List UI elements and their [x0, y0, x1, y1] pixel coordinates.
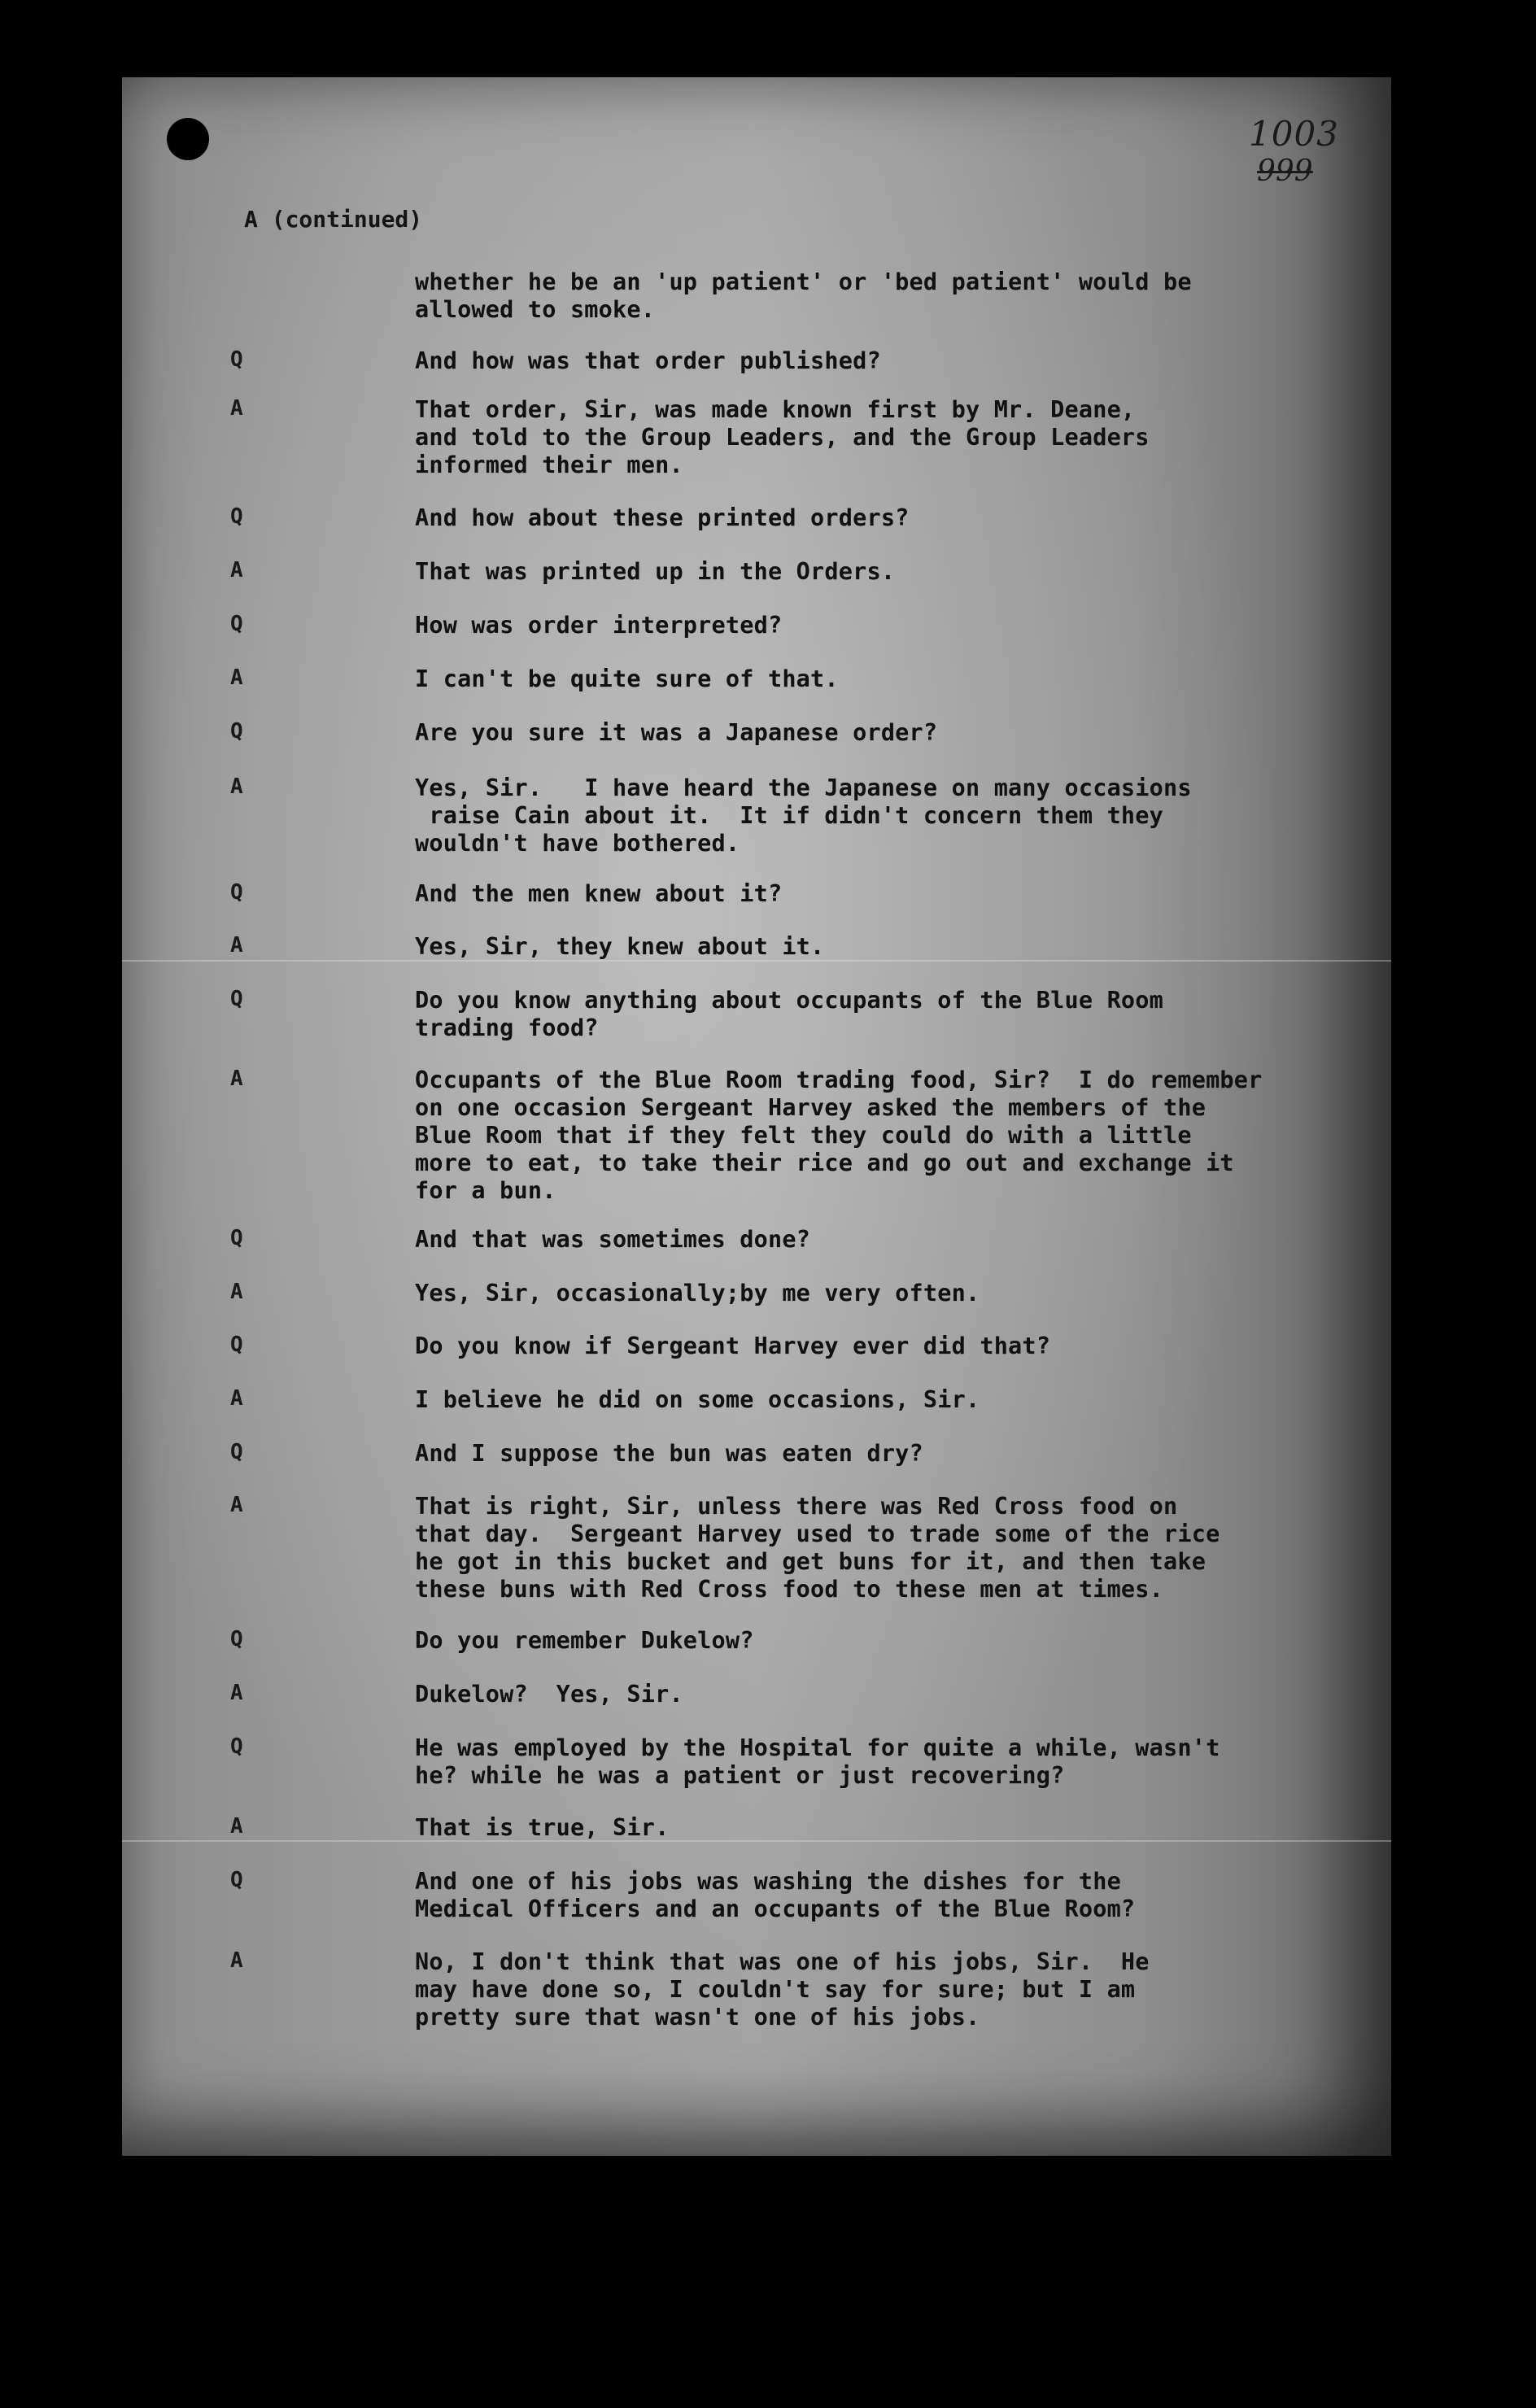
entry-text: That order, Sir, was made known first by Mr. Deane, and told to the Group Leaders, and the Group Leaders informed their men. [415, 396, 1150, 478]
entry-text: And that was sometimes done? [415, 1226, 811, 1253]
entry-text: That is right, Sir, unless there was Red Cross food on that day. Sergeant Harvey used to trade some of the rice he got in this bucket and get buns for it, and then take these buns with Red Cross food to these men at times. [415, 1493, 1220, 1603]
entry-text: And one of his jobs was washing the dishes for the Medical Officers and an occupants of the Blue Room? [415, 1868, 1136, 1922]
entry-text: He was employed by the Hospital for quite a while, wasn't he? while he was a patient or just recovering? [415, 1734, 1220, 1789]
speaker-marker: A [230, 1493, 243, 1517]
punch-hole [167, 118, 209, 160]
speaker-marker: A [230, 1948, 243, 1973]
entry-text: That is true, Sir. [415, 1814, 670, 1841]
entry-text: No, I don't think that was one of his jobs, Sir. He may have done so, I couldn't say for sure; but I am pretty sure that wasn't one of his jobs. [415, 1948, 1150, 2031]
page-number: 1003 [1249, 114, 1339, 154]
speaker-marker: A [230, 1814, 243, 1839]
entry-text: And the men knew about it? [415, 880, 783, 907]
entry-text: whether he be an 'up patient' or 'bed patient' would be allowed to smoke. [415, 268, 1192, 323]
speaker-marker: Q [230, 1440, 243, 1464]
speaker-marker: A [230, 558, 243, 582]
entry-text: And how was that order published? [415, 347, 881, 374]
entry-text: Yes, Sir, occasionally;by me very often. [415, 1280, 980, 1307]
document-page [122, 77, 1391, 2156]
entry-text: Do you know anything about occupants of the Blue Room trading food? [415, 987, 1163, 1041]
speaker-marker: Q [230, 880, 243, 905]
continued-label: A (continued) [244, 206, 423, 233]
entry-text: Yes, Sir, they knew about it. [415, 933, 825, 960]
entry-text: I can't be quite sure of that. [415, 665, 839, 692]
entry-text: How was order interpreted? [415, 612, 783, 639]
speaker-marker: Q [230, 1627, 243, 1651]
entry-text: Do you remember Dukelow? [415, 1627, 754, 1654]
entry-text: And I suppose the bun was eaten dry? [415, 1440, 923, 1467]
speaker-marker: Q [230, 987, 243, 1011]
speaker-marker: A [230, 774, 243, 799]
speaker-marker: A [230, 1067, 243, 1091]
entry-text: Occupants of the Blue Room trading food, Sir? I do remember on one occasion Sergeant Harvey asked the members of the Blue Room that if they felt they could do with a little more to eat, to take their rice and go out and exchange it for a bun. [415, 1067, 1263, 1204]
entry-text: Are you sure it was a Japanese order? [415, 719, 938, 746]
old-page-number-struck: 999 [1257, 155, 1313, 188]
speaker-marker: A [230, 665, 243, 690]
speaker-marker: A [230, 396, 243, 421]
speaker-marker: A [230, 933, 243, 958]
entry-text: Do you know if Sergeant Harvey ever did that? [415, 1333, 1051, 1359]
speaker-marker: Q [230, 1868, 243, 1892]
speaker-marker: Q [230, 719, 243, 744]
speaker-marker: A [230, 1280, 243, 1304]
speaker-marker: Q [230, 347, 243, 372]
speaker-marker: Q [230, 1333, 243, 1357]
speaker-marker: A [230, 1386, 243, 1411]
entry-text: And how about these printed orders? [415, 504, 910, 531]
speaker-marker: Q [230, 1734, 243, 1759]
entry-text: Yes, Sir. I have heard the Japanese on many occasions raise Cain about it. It if didn't concern them they wouldn't have bothered. [415, 774, 1192, 857]
entry-text: Dukelow? Yes, Sir. [415, 1681, 683, 1708]
speaker-marker: A [230, 1681, 243, 1705]
entry-text: That was printed up in the Orders. [415, 558, 896, 585]
entry-text: I believe he did on some occasions, Sir. [415, 1386, 980, 1413]
speaker-marker: Q [230, 1226, 243, 1250]
speaker-marker: Q [230, 612, 243, 636]
speaker-marker: Q [230, 504, 243, 529]
